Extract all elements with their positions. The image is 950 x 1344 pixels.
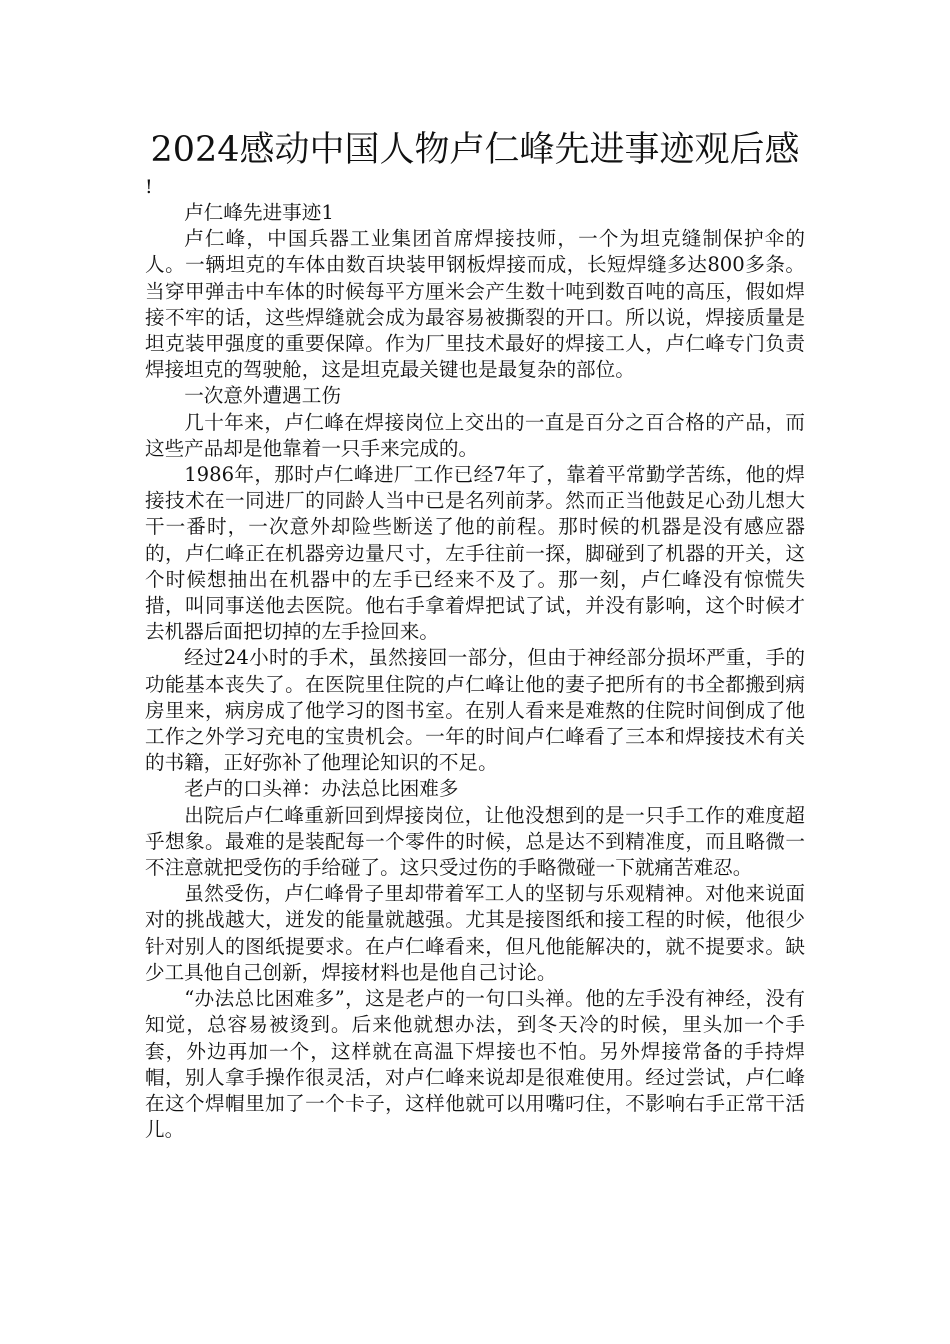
section-heading: 卢仁峰先进事迹1 [184, 201, 334, 224]
stray-mark: ! [145, 176, 153, 198]
paragraph: 出院后卢仁峰重新回到焊接岗位，让他没想到的是一只手工作的难度超乎想象。最难的是装配每一个零件的时候，总是达不到精准度，而且略微一不注意就把受伤的手给碰了。这只受过伤的手略微碰一下就痛苦难忍。 [145, 803, 805, 880]
paragraph: 1986年，那时卢仁峰进厂工作已经7年了，靠着平常勤学苦练，他的焊接技术在一同进厂的同龄人当中已是名列前茅。然而正当他鼓足心劲儿想大干一番时，一次意外却险些断送了他的前程。那时候的机器是没有感应器的，卢仁峰正在机器旁边量尺寸，左手往前一探，脚碰到了机器的开关，这个时候想抽出在机器中的左手已经来不及了。那一刻，卢仁峰没有惊慌失措，叫同事送他去医院。他右手拿着焊把试了试，并没有影响，这个时候才去机器后面把切掉的左手捡回来。 [145, 463, 805, 644]
paragraph: 经过24小时的手术，虽然接回一部分，但由于神经部分损坏严重，手的功能基本丧失了。在医院里住院的卢仁峰让他的妻子把所有的书全都搬到病房里来，病房成了他学习的图书室。在别人看来是难熬的住院时间倒成了他工作之外学习充电的宝贵机会。一年的时间卢仁峰看了三本和焊接技术有关的书籍，正好弥补了他理论知识的不足。 [145, 646, 805, 775]
section-heading: 一次意外遭遇工伤 [184, 384, 341, 408]
paragraph: 几十年来，卢仁峰在焊接岗位上交出的一直是百分之百合格的产品，而这些产品却是他靠着一只手来完成的。 [145, 410, 805, 460]
paragraph: “办法总比困难多”，这是老卢的一句口头禅。他的左手没有神经，没有知觉，总容易被烫到。后来他就想办法，到冬天冷的时候，里头加一个手套，外边再加一个，这样就在高温下焊接也不怕。另外焊接常备的手持焊帽，别人拿手操作很灵活，对卢仁峰来说却是很难使用。经过尝试，卢仁峰在这个焊帽里加了一个卡子，这样他就可以用嘴叼住，不影响右手正常干活儿。 [145, 987, 805, 1142]
document-title: 2024感动中国人物卢仁峰先进事迹观后感 [150, 130, 800, 170]
paragraph: 虽然受伤，卢仁峰骨子里却带着军工人的坚韧与乐观精神。对他来说面对的挑战越大，迸发的能量就越强。尤其是接图纸和接工程的时候，他很少针对别人的图纸提要求。在卢仁峰看来，但凡他能解决的，就不提要求。缺少工具他自己创新，焊接材料也是他自己讨论。 [145, 882, 805, 984]
document-body [145, 200, 805, 1143]
paragraph: 卢仁峰，中国兵器工业集团首席焊接技师，一个为坦克缝制保护伞的人。一辆坦克的车体由数百块装甲钢板焊接而成，长短焊缝多达800多条。当穿甲弹击中车体的时候每平方厘米会产生数十吨到数百吨的高压，假如焊接不牢的话，这些焊缝就会成为最容易被撕裂的开口。所以说，焊接质量是坦克装甲强度的重要保障。作为厂里技术最好的焊接工人，卢仁峰专门负责焊接坦克的驾驶舱，这是坦克最关键也是最复杂的部位。 [145, 227, 805, 382]
section-heading: 老卢的口头禅：办法总比困难多 [184, 777, 459, 801]
